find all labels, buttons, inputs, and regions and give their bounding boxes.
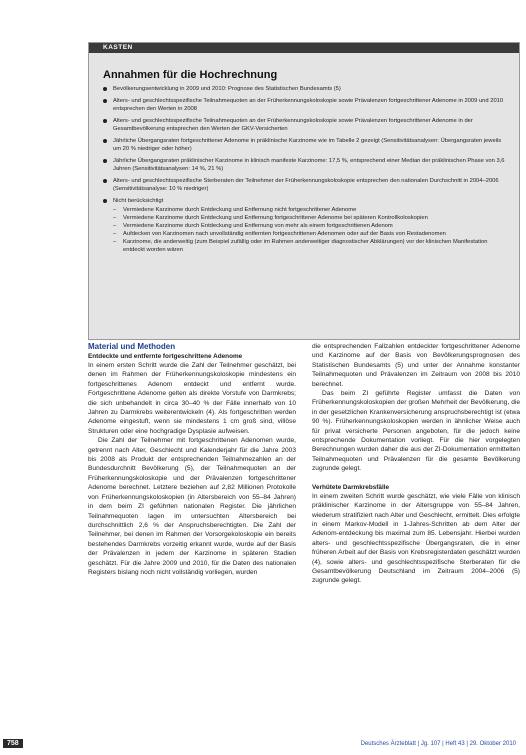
list-item: – Vermiedene Karzinome durch Entdeckung und Entfernung von mehr als einem fortgeschrittenen Adenom: [113, 223, 393, 229]
not-considered-list: [113, 206, 507, 254]
bullet-icon: [103, 139, 107, 143]
box-title: Annahmen für die Hochrechnung: [103, 69, 278, 81]
bullet-icon: [103, 119, 107, 123]
list-item: Nicht berücksichtigt – Vermiedene Karzinome durch Entdeckung und Entfernung nicht fortgeschrittener Adenome – Vermiedene Karzinome durch Entdeckung und Entfernung fortgeschrittener Adenome bei späteren Kontrollkoloskopien – Vermiedene Karzinome durch Entdeckung und Entfernung von mehr als einem fortgeschrittenen Adenom – Aufdecken von Karzinomen nach unvollständig entfernten fortgeschrittenen Adenomen oder auf der Basis von Restadenomen – Karzinome, die anderweitig (zum Beispiel zufällig oder im Rahmen anderweitiger diagnostischer Abklärungen) vor der klinischen Manifestation entdeckt worden wären: [103, 197, 507, 254]
list-item: – Vermiedene Karzinome durch Entdeckung und Entfernung nicht fortgeschrittener Adenome: [113, 207, 357, 213]
paragraph: die entsprechenden Fallzahlen entdeckter fortgeschrittener Adenome und Karzinome auf der Basis von Bevölkerungsprognosen des Statistischen Bundesamts (5) und unter der Annahme konstanter Teilnahmequoten und Prävalenzen im Zeitraum von 2008 bis 2010 berechnet.: [312, 343, 520, 388]
bullet-icon: [103, 87, 107, 91]
paragraph: In einem zweiten Schritt wurde geschätzt, wie viele Fälle von klinisch präklinischer Karzinome in der Altersgruppe von 55–84 Jahren, wiederum stratifiziert nach Alter und Geschlecht, ermittelt. Dies erfolgte in einem Markov-Modell in 1-Jahres-Schritten ab dem Alter der Adenom-entdeckung bis maximal zum 85. Lebensjahr. Hierbei wurden alters- und geschlechtsspezifische Übergangsraten, die in einer früheren Arbeit auf der Basis von Krebsregisterdaten geschätzt wurden (4), sowie alters- und geschlechtsspezifische Sterberaten für die Gesamtbevölkerung Deutschland im Zeitraum 2004–2006 (5) zugrunde gelegt.: [312, 492, 520, 585]
list-item: – Karzinome, die anderweitig (zum Beispiel zufällig oder im Rahmen anderweitiger diagnostischer Abklärungen) vor der klinischen Manifestation entdeckt worden wären: [113, 239, 488, 253]
page-footer: [0, 737, 526, 755]
list-item: – Aufdecken von Karzinomen nach unvollständig entfernten fortgeschrittenen Adenomen oder auf der Basis von Restadenomen: [113, 231, 446, 237]
assumption-list: [103, 85, 507, 258]
bullet-icon: [103, 199, 107, 203]
box-label: KASTEN: [103, 44, 133, 51]
list-item: Alters- und geschlechtsspezifische Sterberaten der Teilnehmer der Früherkennungskoloskopie entsprechen den nationalen Durchschnitt in 2004–2006 (Sensitivitätsanalyse: 10 % niedriger): [103, 177, 507, 193]
info-box: [88, 42, 520, 340]
list-item: Alters- und geschlechtsspezifische Teilnahmequoten an der Früherkennungskoloskopie sowie Prävalenzen fortgeschrittener Adenome in der Gesamtbevölkerung entsprechen den Werten der GKV-Versicherten: [103, 117, 507, 133]
list-item: Alters- und geschlechtsspezifische Teilnahmequoten an der Früherkennungskoloskopie sowie Prävalenzen fortgeschrittener Adenome in 2009 und 2010 entsprechen den Werten in 2008: [103, 97, 507, 113]
list-item: Jährliche Übergangsraten präklinischer Karzinome in klinisch manifeste Karzinome: 17,5 %, entsprechend einer Median der präklinischen Phase von 3,6 Jahren (Sensitivitätsanalysen: 14 %, 21 %): [103, 157, 507, 173]
box-label-bar: [89, 43, 519, 53]
left-column: [88, 342, 296, 577]
methods-heading: Material und Methoden: [88, 342, 176, 351]
page-number: 758: [3, 739, 23, 748]
list-item: Jährliche Übergangsraten fortgeschrittener Adenome in präklinische Karzinome wie im Tabelle 2 gezeigt (Sensitivitätsanalysen: Übergangsraten jeweils um 20 % niedriger oder höher): [103, 137, 507, 153]
bullet-icon: [103, 99, 107, 103]
list-item: Bevölkerungsentwicklung in 2009 und 2010: Prognose des Statistischen Bundesamts (5): [103, 85, 507, 93]
list-item: – Vermiedene Karzinome durch Entdeckung und Entfernung fortgeschrittener Adenome bei späteren Kontrollkoloskopien: [113, 215, 428, 221]
bullet-icon: [103, 179, 107, 183]
paragraph: Das beim ZI geführte Register umfasst die Daten von Früherkennungskoloskopien der großen Mehrheit der Bevölkerung, die in der gesetzlichen Krankenversicherung anspruchsberechtigt ist (etwa 90 %). Früherkennungskoloskopien werden in ähnlicher Weise auch für privat versicherte Personen angeboten, für die jedoch keine entsprechende Dokumentation vorliegt. Für die hier vorgelegten Berechnungen wurden daher die aus der ZI-Dokumentation ermittelten Teilnahmequoten und Prävalenzen für die gesamte Bevölkerung zugrunde gelegt.: [312, 390, 520, 473]
paragraph: In einem ersten Schritt wurde die Zahl der Teilnehmer geschätzt, bei denen im Rahmen der Früherkennungskoloskopie mindestens ein fortgeschrittenes Adenom entdeckt und entfernt wurde. Fortgeschrittene Adenome gelten als direkte Vorstufe von Darmkrebs; die sich unbehandelt in circa 30–40 % der Fälle innerhalb von 10 Jahren zu Darmkrebs weiterentwickeln (4). Als fortgeschritten werden Adenome eingestuft, wenn sie mindestens 1 cm groß sind, villöse Strukturen oder eine hochgradige Dysplasie aufweisen.: [88, 362, 296, 435]
right-column: [312, 342, 520, 586]
journal-citation: Deutsches Ärzteblatt | Jg. 107 | Heft 43 | 29. Oktober 2010: [360, 741, 516, 747]
paragraph: Die Zahl der Teilnehmer mit fortgeschrittenen Adenomen wurde, getrennt nach Alter, Geschlecht und Kalenderjahr für die Jahre 2003 bis 2008 als Produkt der entsprechenden Teilnahmezahlen an der Bundesdurchnitt Bevölkerung (5), der Teilnahmequoten an der Früherkennungskoloskopie und der Prävalenzen fortgeschrittener Adenome berechnet. Letztere beziehen auf 2,82 Millionen Protokolle von Früherkennungskoloskopien (in Altersbereich von 55–84 Jahren) in dem beim ZI geführten nationalen Register. Die jährlichen Teilnahmequoten lagen im untersuchten Altersbereich bei durchschnittlich 2,6 % der Anspruchsberechtigten. Die Zahl der Teilnehmer, bei denen im Rahmen der Vorsorgekoloskopie ein bereits bestehendes Darmkrebs vorzeitig erkannt wurde, wurde auf der Basis der Prävalenzen in jedem der Karzinome in späteren Stadien geschätzt. Für die Jahre 2009 und 2010, für die Daten des nationalen Registers bislang noch nicht vollständig vorliegen, wurden: [88, 437, 296, 576]
bullet-icon: [103, 159, 107, 163]
subheading-darmkrebsfaelle: Verhütete Darmkrebsfälle: [312, 483, 390, 491]
top-strip: [0, 0, 526, 8]
subheading-adenome: Entdeckte und entfernte fortgeschrittene Adenome: [88, 353, 243, 360]
